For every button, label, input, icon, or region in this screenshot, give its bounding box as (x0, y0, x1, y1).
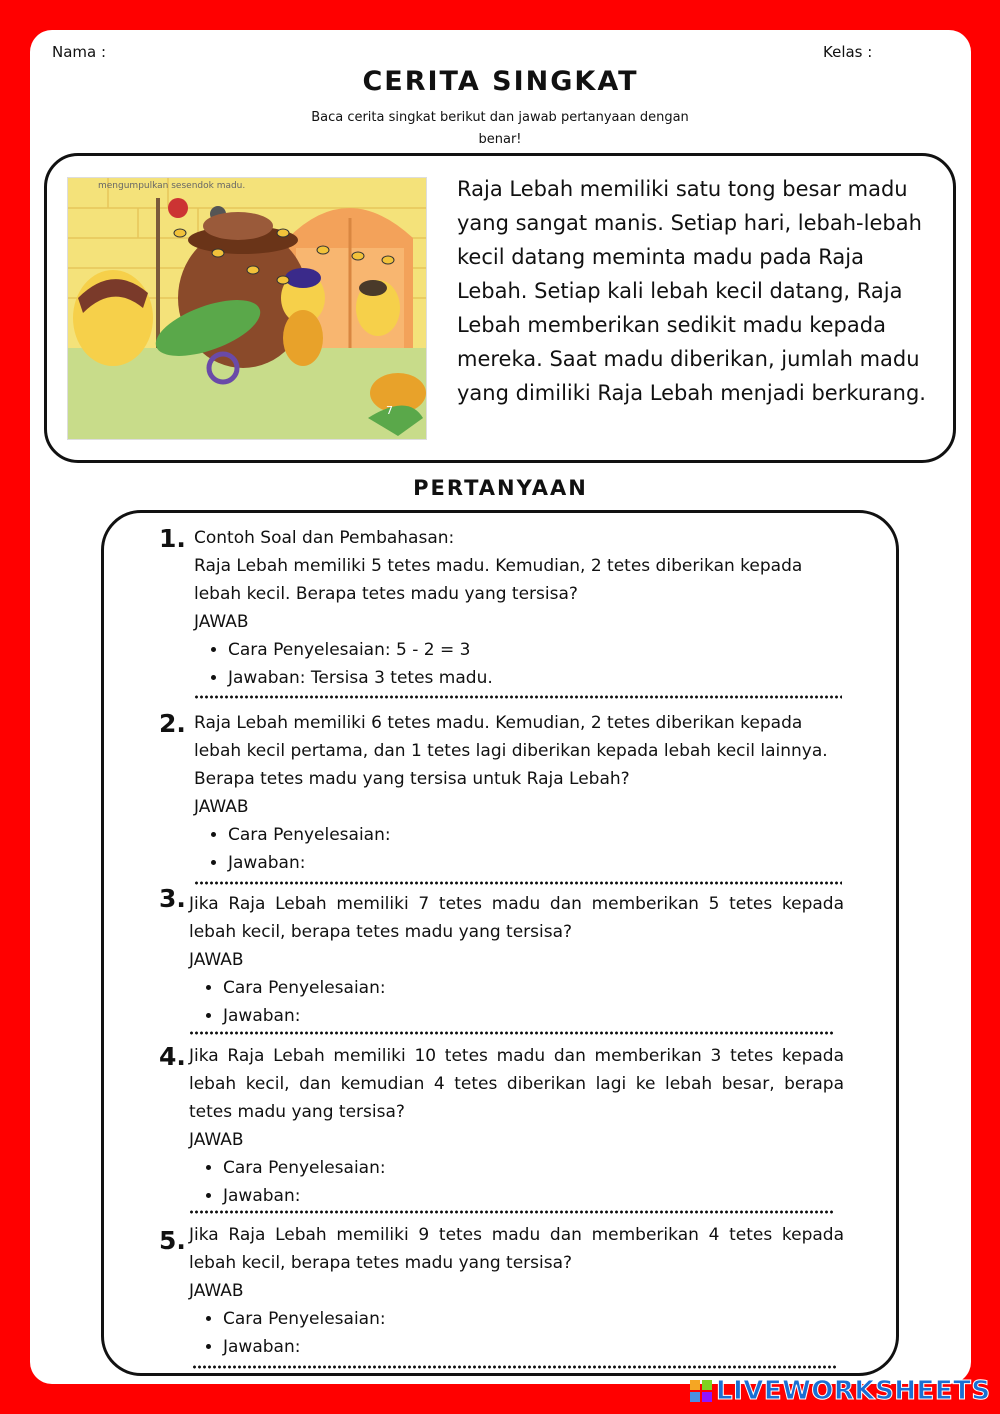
questions-box (101, 510, 899, 1376)
jawab-label: JAWAB (189, 1130, 244, 1150)
question-text: Jika Raja Lebah memiliki 9 tetes madu dan memberikan 4 tetes kepada lebah kecil, berapa tetes madu yang tersisa? (189, 1225, 844, 1273)
illustration-page-number: 7 (386, 404, 393, 417)
bee-king-illustration (68, 178, 427, 440)
story-text: Raja Lebah memiliki satu tong besar madu yang sangat manis. Setiap hari, lebah-lebah kecil datang meminta madu pada Raja Lebah. Setiap kali lebah kecil datang, Raja Lebah memberikan sedikit madu kepada mereka. Saat madu diberikan, jumlah madu yang dimiliki Raja Lebah menjadi berkurang. (457, 177, 926, 405)
jawaban: • Jawaban: Tersisa 3 tetes madu. (228, 664, 854, 692)
liveworksheets-icon (690, 1380, 712, 1402)
story-illustration (67, 177, 427, 440)
question-text: Raja Lebah memiliki 5 tetes madu. Kemudian, 2 tetes diberikan kepada lebah kecil. Berapa tetes madu yang tersisa? (194, 556, 803, 604)
question-number: 3. (159, 884, 186, 913)
answer-list (228, 636, 854, 692)
jawab-label: JAWAB (189, 1281, 244, 1301)
question-text: Raja Lebah memiliki 6 tetes madu. Kemudian, 2 tetes diberikan kepada lebah kecil pertama, dan 1 tetes lagi diberikan kepada lebah kecil lainnya. Berapa tetes madu yang tersisa untuk Raja Lebah? (194, 713, 828, 789)
answer-list (223, 974, 844, 1030)
answer-list (223, 1154, 844, 1210)
story-box (44, 153, 956, 463)
jawab-label: JAWAB (194, 797, 249, 817)
question-title: Contoh Soal dan Pembahasan: (194, 528, 455, 548)
cara-penyelesaian: • Cara Penyelesaian: (228, 821, 854, 849)
answer-dotted-line[interactable] (189, 1031, 834, 1035)
question-number: 5. (159, 1226, 186, 1255)
answer-dotted-line[interactable] (189, 1210, 834, 1214)
liveworksheets-wordmark: LIVEWORKSHEETS (716, 1376, 991, 1406)
jawaban: • Jawaban: (223, 1182, 844, 1210)
instruction-text: Baca cerita singkat berikut dan jawab pertanyaan dengan benar! (311, 110, 689, 147)
answer-list (223, 1305, 844, 1361)
cara-penyelesaian: • Cara Penyelesaian: (223, 1154, 844, 1182)
jawaban: • Jawaban: (223, 1333, 844, 1361)
illustration-caption: mengumpulkan sesendok madu. (98, 181, 246, 191)
jawab-label: JAWAB (194, 612, 249, 632)
page-title: CERITA SINGKAT (362, 66, 639, 97)
cara-penyelesaian: • Cara Penyelesaian: (223, 974, 844, 1002)
answer-list (228, 821, 854, 877)
questions-heading: PERTANYAAN (413, 476, 588, 500)
question-number: 2. (159, 709, 186, 738)
answer-dotted-line[interactable] (194, 881, 842, 885)
jawab-label: JAWAB (189, 950, 244, 970)
jawaban: • Jawaban: (228, 849, 854, 877)
worksheet (30, 30, 971, 1384)
cara-penyelesaian: • Cara Penyelesaian: (223, 1305, 844, 1333)
question-number: 4. (159, 1042, 186, 1071)
question-text: Jika Raja Lebah memiliki 10 tetes madu dan memberikan 3 tetes kepada lebah kecil, dan kemudian 4 tetes diberikan lagi ke lebah besar, berapa tetes madu yang tersisa? (189, 1046, 844, 1122)
nama-label: Nama : (52, 43, 107, 61)
answer-dotted-line[interactable] (194, 695, 842, 699)
jawaban: • Jawaban: (223, 1002, 844, 1030)
question-text: Jika Raja Lebah memiliki 7 tetes madu dan memberikan 5 tetes kepada lebah kecil, berapa tetes madu yang tersisa? (189, 894, 844, 942)
question-number: 1. (159, 524, 186, 553)
kelas-label: Kelas : (823, 43, 873, 61)
liveworksheets-logo[interactable] (690, 1376, 991, 1406)
cara-penyelesaian: • Cara Penyelesaian: 5 - 2 = 3 (228, 636, 854, 664)
answer-dotted-line[interactable] (192, 1365, 837, 1369)
